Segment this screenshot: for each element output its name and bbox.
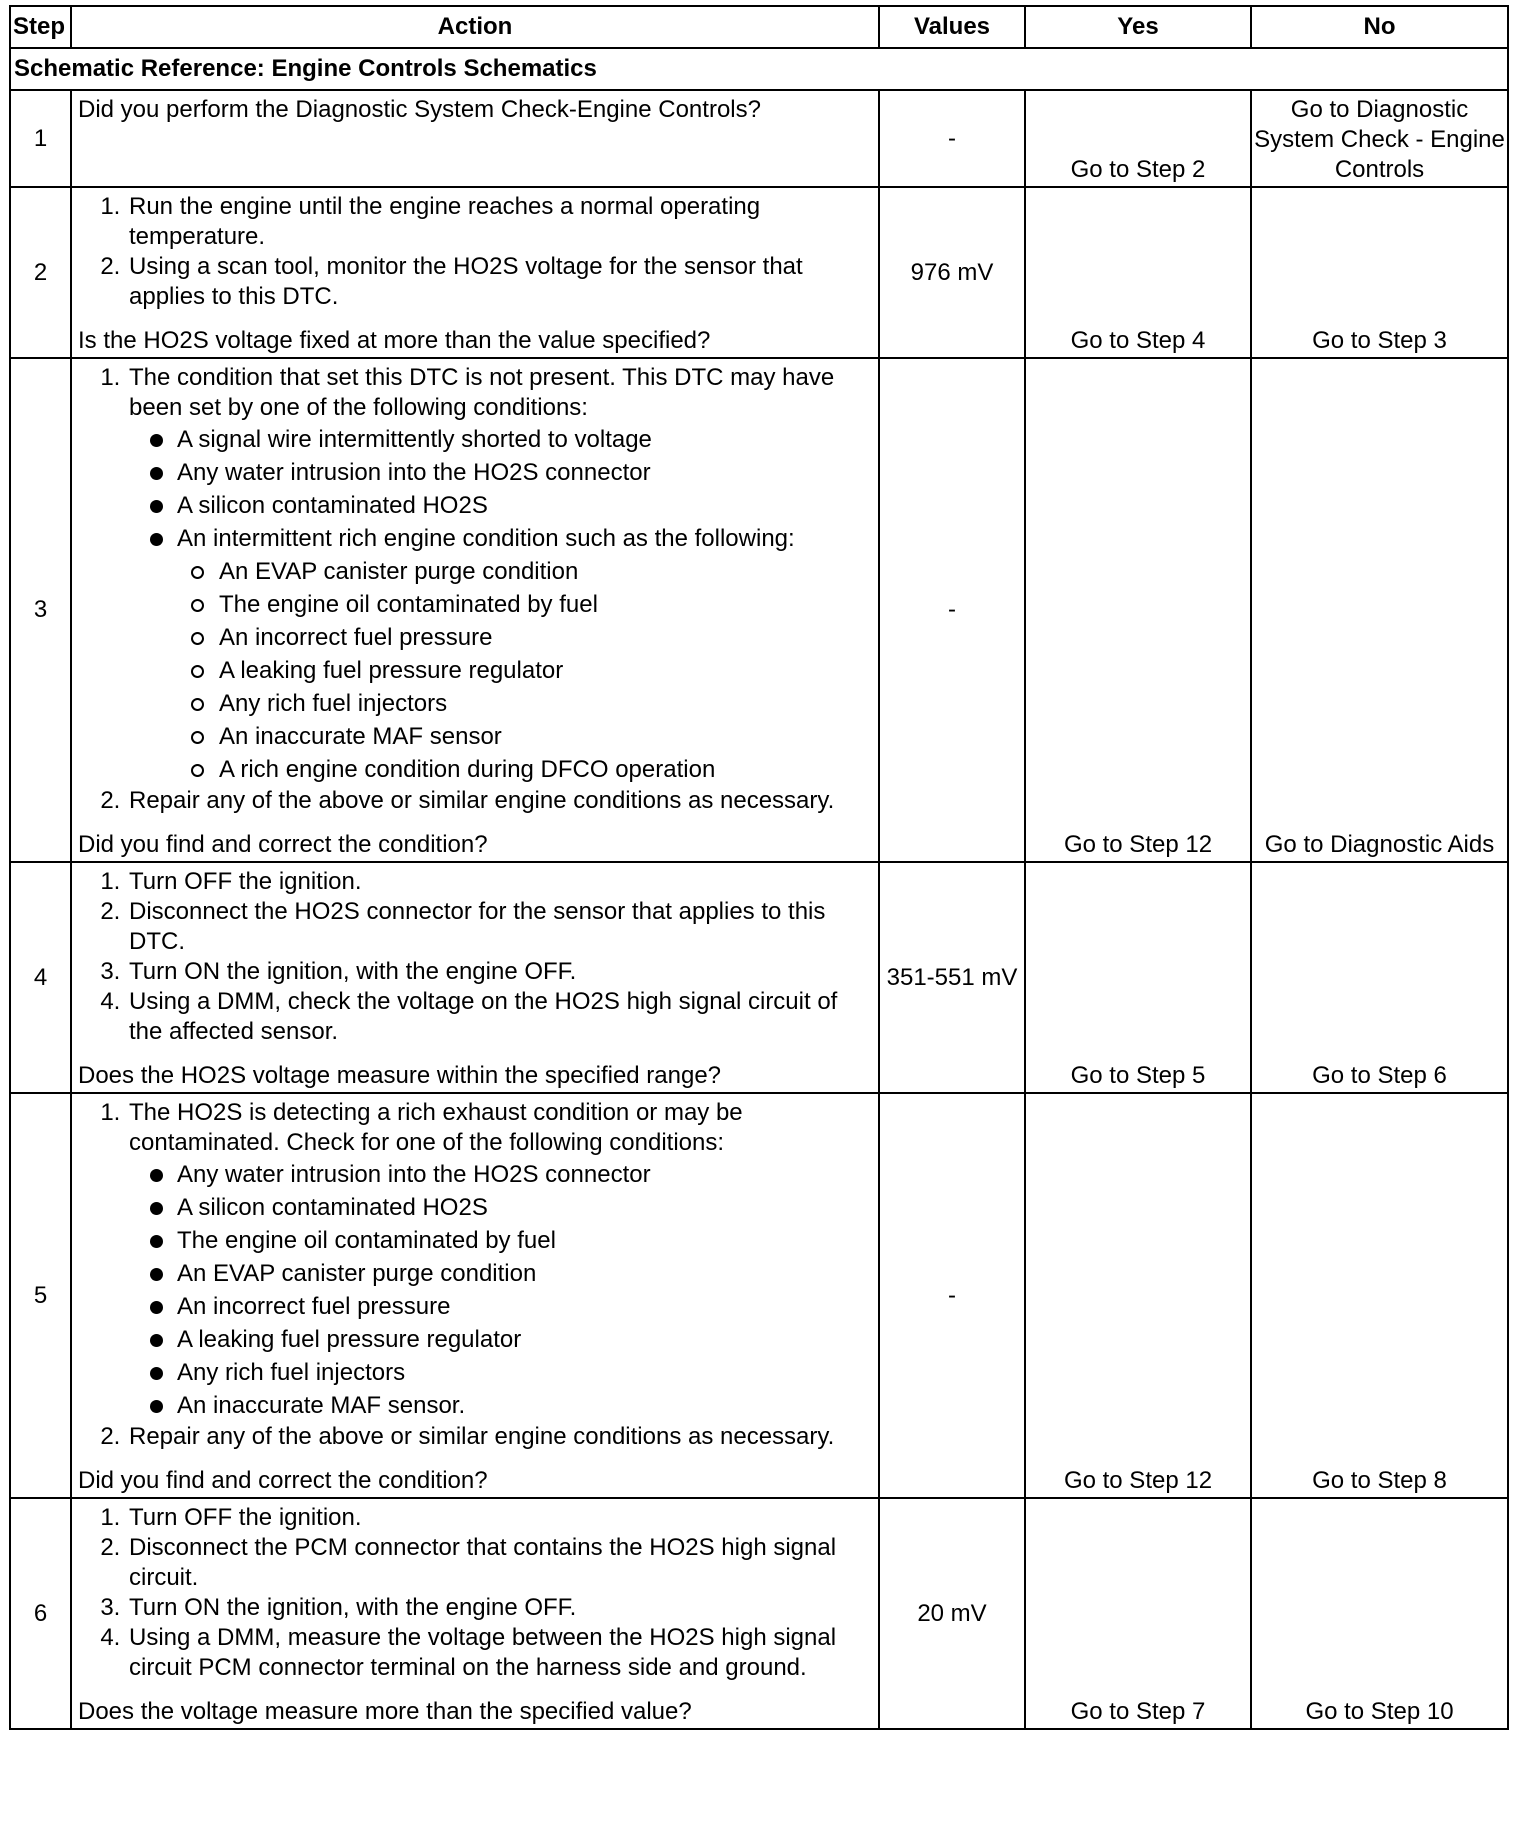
header-action: Action [71, 6, 879, 48]
list-item: 1. Turn OFF the ignition. [127, 1503, 868, 1533]
header-no: No [1251, 6, 1508, 48]
bullet-item: A silicon contaminated HO2S [177, 1191, 868, 1224]
step-number: 1 [10, 90, 71, 187]
list-item [127, 1098, 868, 1422]
header-row [10, 6, 1508, 48]
action-cell [71, 187, 879, 358]
values-cell: - [879, 358, 1025, 862]
step-number: 5 [10, 1093, 71, 1498]
table-row [10, 1093, 1508, 1498]
question: Does the HO2S voltage measure within the specified range? [78, 1062, 722, 1089]
step-number: 2 [10, 187, 71, 358]
list-item [127, 363, 868, 786]
no-cell: Go to Step 8 [1251, 1093, 1508, 1498]
action-cell [71, 90, 879, 187]
list-item: 4. Using a DMM, measure the voltage between the HO2S high signal circuit PCM connector terminal on the harness side and ground. [127, 1623, 868, 1683]
sub-bullet-item: An incorrect fuel pressure [219, 621, 868, 654]
schematic-reference-row [10, 48, 1508, 90]
question: Does the voltage measure more than the specified value? [78, 1698, 692, 1725]
table-row [10, 90, 1508, 187]
list-item: 2. Repair any of the above or similar engine conditions as necessary. [127, 1422, 868, 1452]
bullet-item: Any water intrusion into the HO2S connector [177, 1158, 868, 1191]
instruction-text: The HO2S is detecting a rich exhaust condition or may be contaminated. Check for one of the following conditions: [129, 1099, 743, 1156]
no-cell: Go to Step 10 [1251, 1498, 1508, 1729]
action-cell [71, 358, 879, 862]
values-cell: - [879, 1093, 1025, 1498]
values-cell: 351-551 mV [879, 862, 1025, 1093]
action-cell [71, 1093, 879, 1498]
action-cell [71, 862, 879, 1093]
no-cell: Go to Step 3 [1251, 187, 1508, 358]
list-item: 2. Disconnect the HO2S connector for the sensor that applies to this DTC. [127, 897, 868, 957]
question: Did you find and correct the condition? [78, 1467, 488, 1494]
instruction-list [78, 363, 868, 816]
bullet-item: Any water intrusion into the HO2S connector [177, 456, 868, 489]
question: Did you perform the Diagnostic System Check-Engine Controls? [78, 96, 761, 123]
list-item: 2. Using a scan tool, monitor the HO2S voltage for the sensor that applies to this DTC. [127, 252, 868, 312]
bullet-item: An EVAP canister purge condition [177, 1257, 868, 1290]
list-item: 3. Turn ON the ignition, with the engine OFF. [127, 957, 868, 987]
sub-bullet-item: Any rich fuel injectors [219, 687, 868, 720]
bullet-list [129, 1158, 868, 1422]
instruction-list [78, 1503, 868, 1683]
sub-bullet-item: A leaking fuel pressure regulator [219, 654, 868, 687]
question: Did you find and correct the condition? [78, 831, 488, 858]
list-item: 4. Using a DMM, check the voltage on the HO2S high signal circuit of the affected sensor. [127, 987, 868, 1047]
instruction-list [78, 867, 868, 1047]
question: Is the HO2S voltage fixed at more than the value specified? [78, 327, 711, 354]
table-row [10, 1498, 1508, 1729]
list-item: 1. Turn OFF the ignition. [127, 867, 868, 897]
list-item: 2. Repair any of the above or similar engine conditions as necessary. [127, 786, 868, 816]
bullet-item: A silicon contaminated HO2S [177, 489, 868, 522]
header-step: Step [10, 6, 71, 48]
no-cell: Go to Step 6 [1251, 862, 1508, 1093]
bullet-item: A signal wire intermittently shorted to voltage [177, 423, 868, 456]
sub-bullet-list [177, 555, 868, 786]
diagnostic-table [9, 5, 1509, 1730]
action-cell [71, 1498, 879, 1729]
yes-cell: Go to Step 12 [1025, 358, 1251, 862]
bullet-item: The engine oil contaminated by fuel [177, 1224, 868, 1257]
yes-cell: Go to Step 12 [1025, 1093, 1251, 1498]
yes-cell: Go to Step 7 [1025, 1498, 1251, 1729]
step-number: 3 [10, 358, 71, 862]
bullet-list [129, 423, 868, 786]
table-row [10, 358, 1508, 862]
list-item: 1. Run the engine until the engine reaches a normal operating temperature. [127, 192, 868, 252]
no-cell: Go to Diagnostic Aids [1251, 358, 1508, 862]
list-item: 2. Disconnect the PCM connector that contains the HO2S high signal circuit. [127, 1533, 868, 1593]
sub-bullet-item: An inaccurate MAF sensor [219, 720, 868, 753]
step-number: 4 [10, 862, 71, 1093]
schematic-reference: Schematic Reference: Engine Controls Schematics [10, 48, 1508, 90]
bullet-text: An intermittent rich engine condition such as the following: [177, 525, 795, 552]
bullet-item: An inaccurate MAF sensor. [177, 1389, 868, 1422]
yes-cell: Go to Step 5 [1025, 862, 1251, 1093]
bullet-item: An incorrect fuel pressure [177, 1290, 868, 1323]
yes-cell: Go to Step 2 [1025, 90, 1251, 187]
yes-cell: Go to Step 4 [1025, 187, 1251, 358]
sub-bullet-item: An EVAP canister purge condition [219, 555, 868, 588]
header-yes: Yes [1025, 6, 1251, 48]
step-number: 6 [10, 1498, 71, 1729]
list-item: 3. Turn ON the ignition, with the engine OFF. [127, 1593, 868, 1623]
instruction-text: The condition that set this DTC is not present. This DTC may have been set by one of the following conditions: [129, 364, 835, 421]
instruction-list [78, 1098, 868, 1452]
no-cell: Go to Diagnostic System Check - Engine Controls [1251, 90, 1508, 187]
sub-bullet-item: A rich engine condition during DFCO operation [219, 753, 868, 786]
values-cell: - [879, 90, 1025, 187]
values-cell: 20 mV [879, 1498, 1025, 1729]
table-row [10, 187, 1508, 358]
bullet-item: A leaking fuel pressure regulator [177, 1323, 868, 1356]
table-row [10, 862, 1508, 1093]
values-cell: 976 mV [879, 187, 1025, 358]
bullet-item [177, 522, 868, 786]
bullet-item: Any rich fuel injectors [177, 1356, 868, 1389]
sub-bullet-item: The engine oil contaminated by fuel [219, 588, 868, 621]
instruction-list [78, 192, 868, 312]
header-values: Values [879, 6, 1025, 48]
